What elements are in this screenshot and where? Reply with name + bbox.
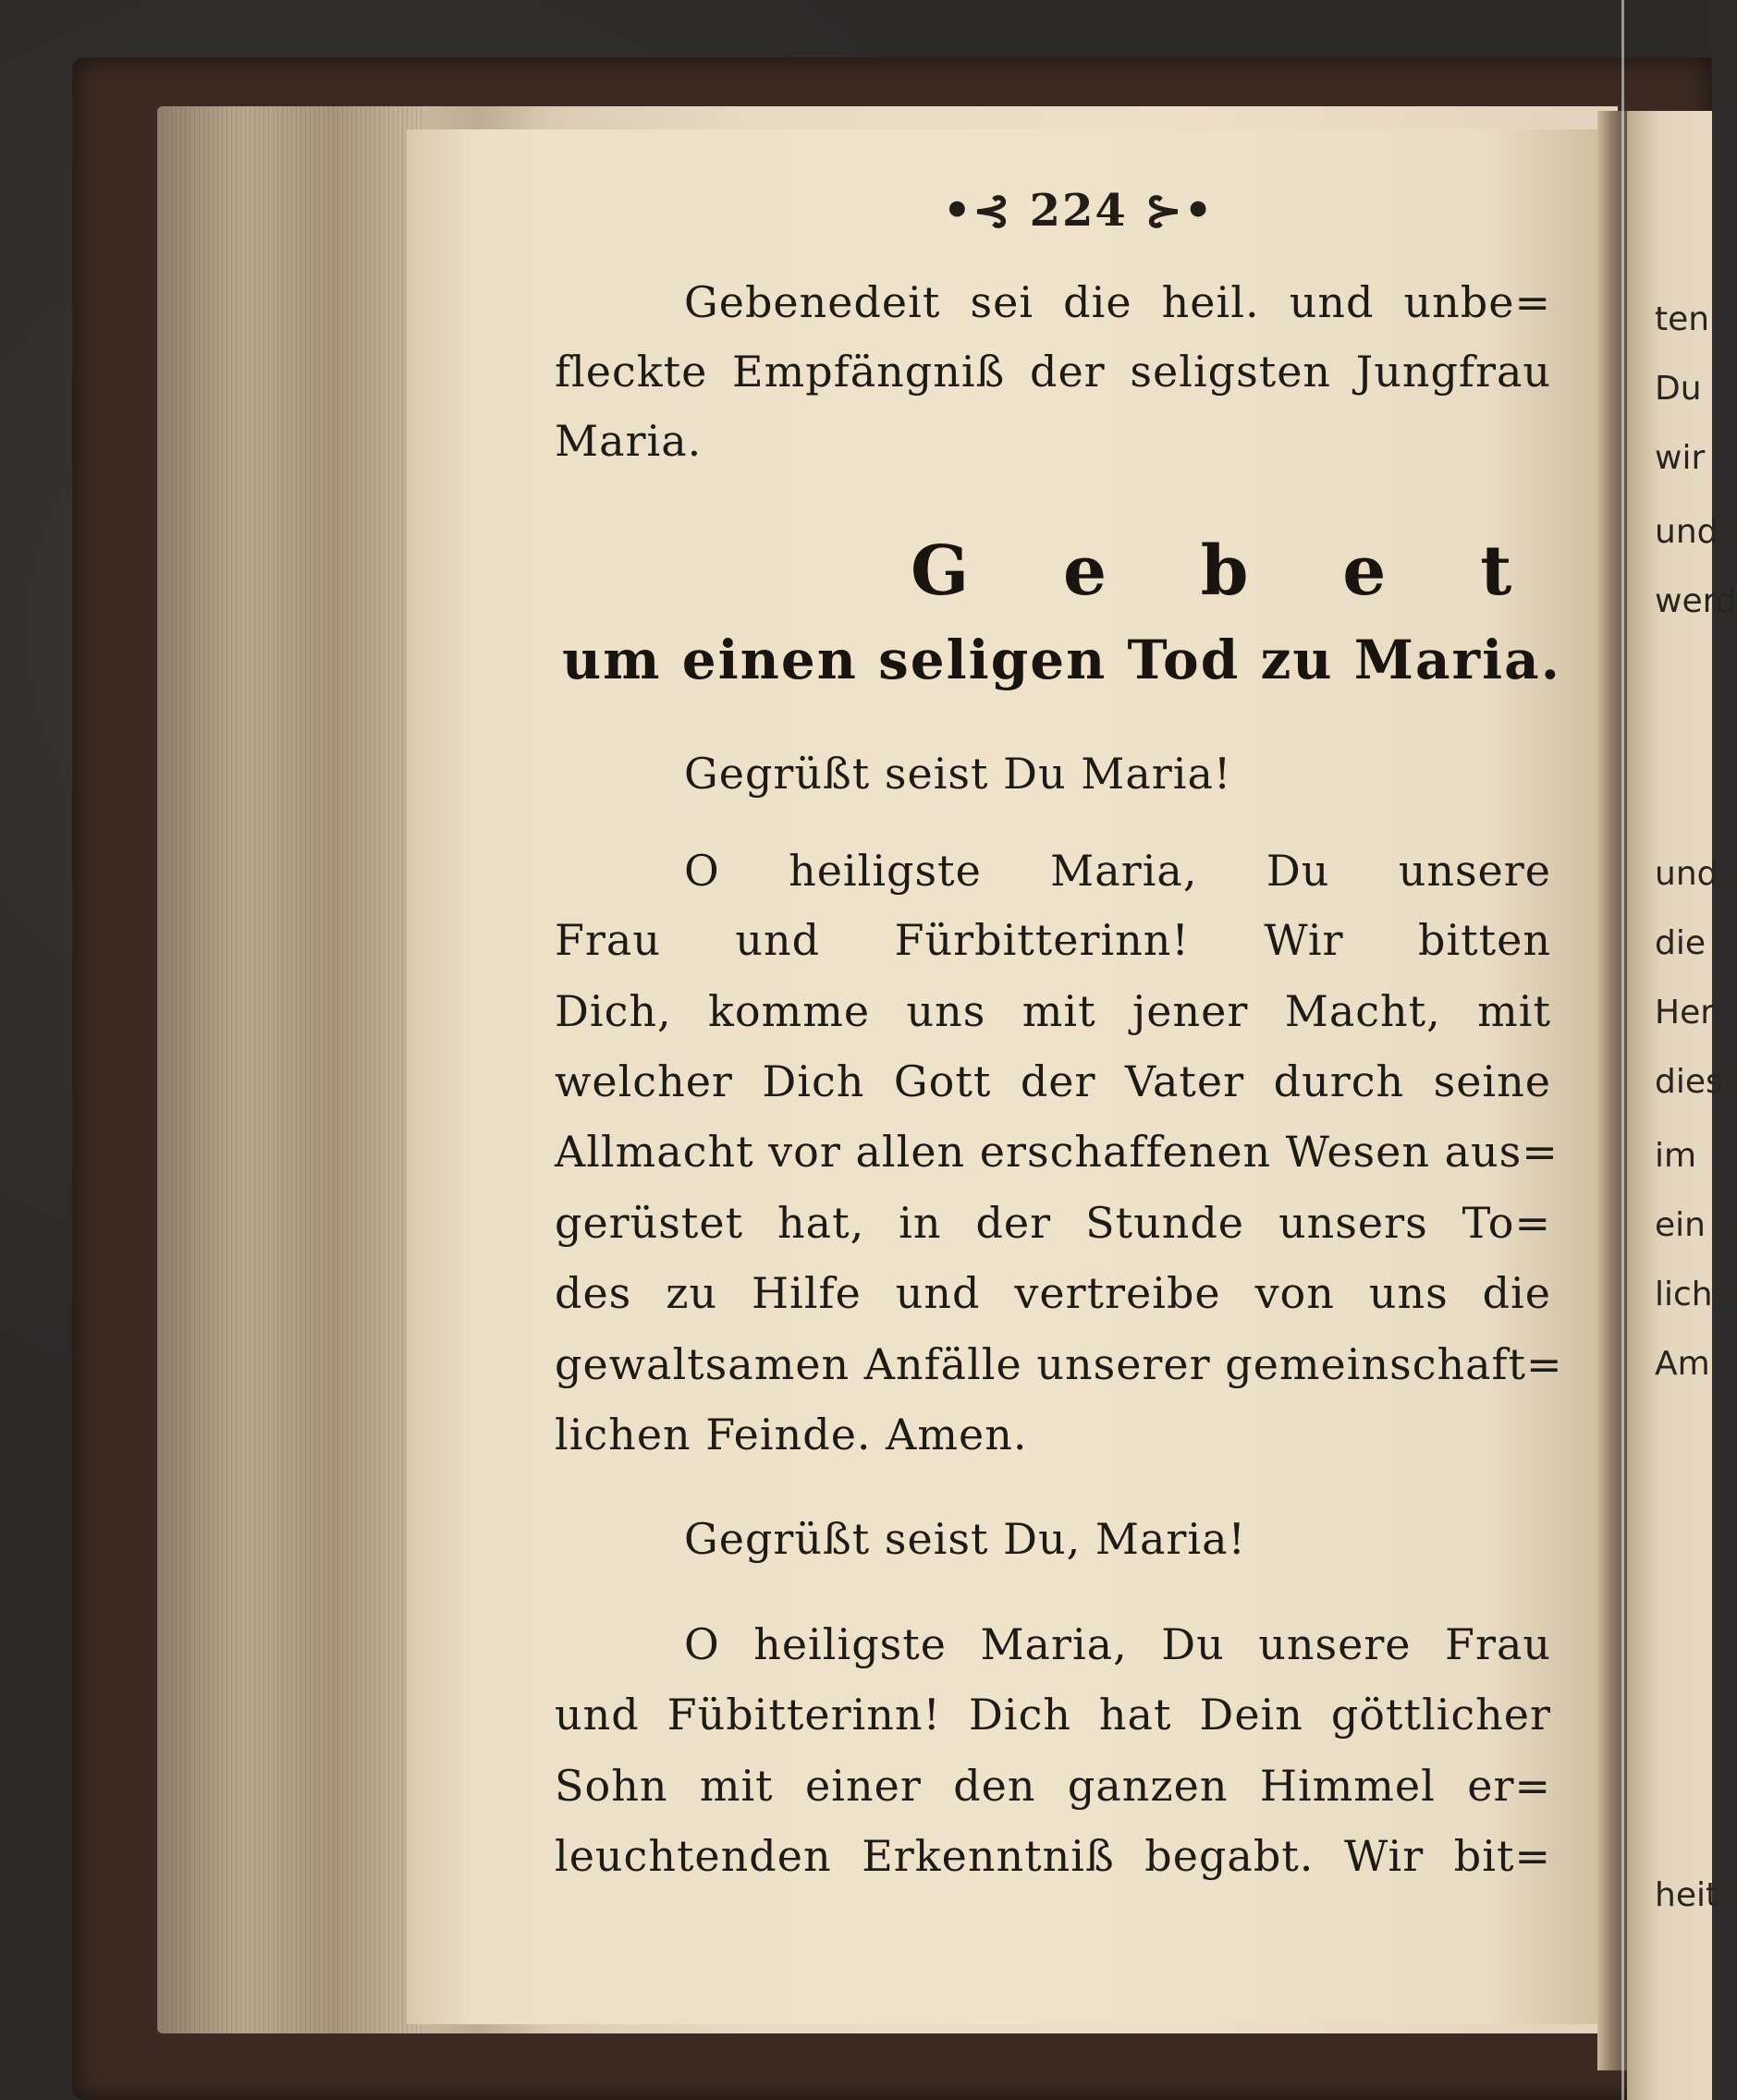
ornament-left: •⊰: [943, 185, 1030, 237]
intro-line-2: fleckte Empfängniß der seligsten Jungfrau: [555, 347, 1551, 397]
facing-word: Am: [1655, 1345, 1710, 1383]
paragraph-2-line-1: O heiligste Maria, Du unsere Frau: [684, 1619, 1551, 1669]
paragraph-1-line-8: gewaltsamen Anfälle unserer gemeinschaft=: [555, 1339, 1563, 1389]
page-edges: [157, 106, 425, 2033]
paragraph-1-line-3: Dich, komme uns mit jener Macht, mit: [555, 986, 1551, 1036]
paragraph-1-line-7: des zu Hilfe und vertreibe von uns die: [555, 1268, 1551, 1318]
facing-word: und: [1655, 855, 1719, 893]
page-number-value: 224: [1029, 185, 1128, 237]
greeting-1: Gegrüßt seist Du Maria!: [684, 749, 1232, 799]
facing-word: werd: [1655, 582, 1737, 620]
paragraph-2-line-4: leuchtenden Erkenntniß begabt. Wir bit=: [555, 1831, 1551, 1881]
facing-word: Du: [1655, 370, 1702, 408]
facing-word: ten: [1655, 300, 1710, 338]
paragraph-2-line-3: Sohn mit einer den ganzen Himmel er=: [555, 1761, 1551, 1811]
intro-line-3: Maria.: [555, 416, 703, 466]
facing-word: Her: [1655, 994, 1715, 1032]
greeting-2: Gegrüßt seist Du, Maria!: [684, 1514, 1247, 1564]
facing-word: ein: [1655, 1206, 1706, 1244]
facing-word: heit: [1655, 1876, 1719, 1914]
prayer-subtitle: um einen seligen Tod zu Maria.: [562, 629, 1561, 691]
facing-word: lich: [1655, 1276, 1713, 1313]
paragraph-1-line-6: gerüstet hat, in der Stunde unsers To=: [555, 1198, 1551, 1248]
paragraph-1-line-2: Frau und Fürbitterinn! Wir bitten: [555, 915, 1551, 965]
facing-word: im: [1655, 1137, 1697, 1175]
facing-word: wir: [1655, 439, 1706, 477]
page-number: [943, 185, 1214, 237]
facing-word: und: [1655, 513, 1719, 551]
facing-word: dies: [1655, 1063, 1723, 1101]
intro-line-1: Gebenedeit sei die heil. und unbe=: [684, 277, 1551, 327]
prayer-title: G e b e t: [911, 531, 1547, 611]
paragraph-1-line-4: welcher Dich Gott der Vater durch seine: [555, 1056, 1551, 1106]
facing-word: die: [1655, 924, 1706, 962]
ornament-right: ⊱•: [1127, 185, 1215, 237]
paragraph-1-line-5: Allmacht vor allen erschaffenen Wesen aus=: [555, 1127, 1559, 1177]
paragraph-2-line-2: und Fübitterinn! Dich hat Dein göttlicher: [555, 1690, 1551, 1740]
glass-edge: [1621, 0, 1624, 2100]
paragraph-1-line-1: O heiligste Maria, Du unsere: [684, 846, 1551, 896]
paragraph-1-line-9: lichen Feinde. Amen.: [555, 1410, 1028, 1459]
right-page: [1627, 111, 1715, 2100]
